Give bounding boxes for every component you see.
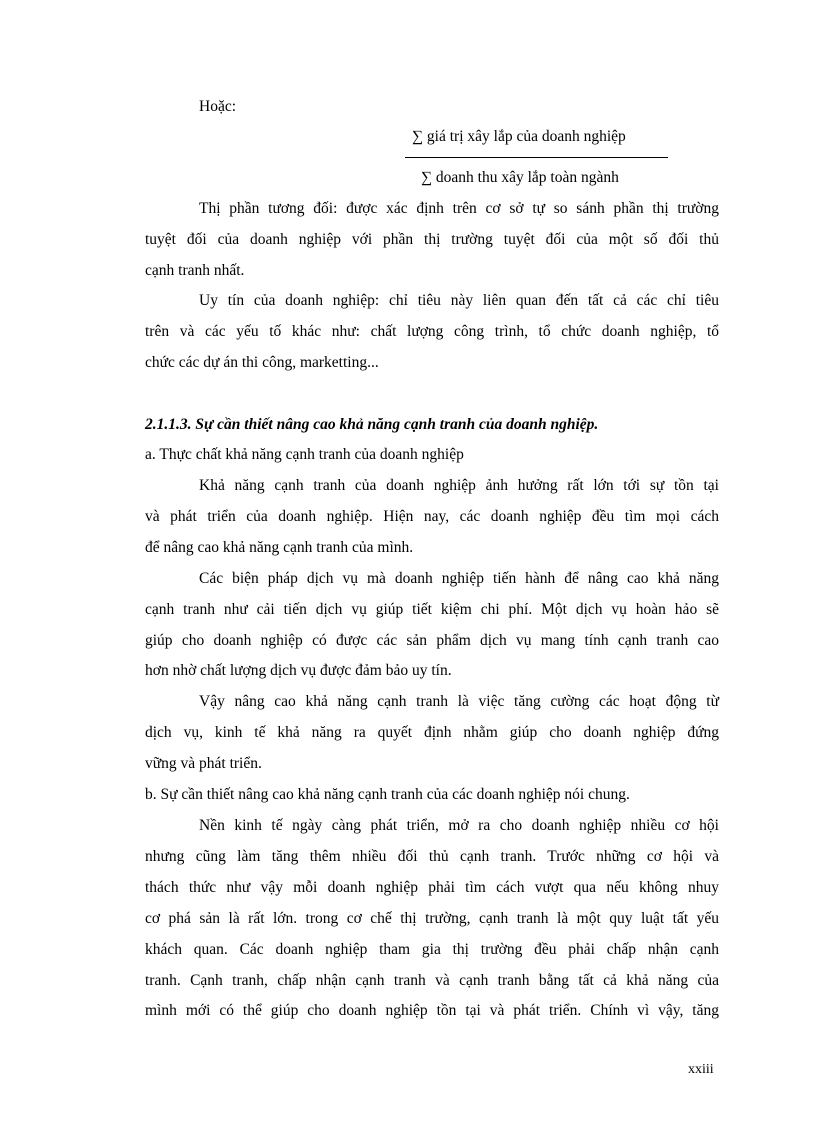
paragraph-line: cạnh tranh nhất. — [145, 262, 245, 279]
section-heading: 2.1.1.3. Sự cần thiết nâng cao khả năng cạnh tranh của doanh nghiệp. — [145, 416, 599, 433]
paragraph-line: dịch vụ, kinh tế khả năng ra quyết định nhằm giúp cho doanh nghiệp đứng — [145, 724, 719, 741]
subheading-b: b. Sự cần thiết nâng cao khả năng cạnh tranh của các doanh nghiệp nói chung. — [145, 786, 630, 803]
paragraph-line: và phát triển của doanh nghiệp. Hiện nay, các doanh nghiệp đều tìm mọi cách — [145, 508, 719, 525]
paragraph-line: tuyệt đối của doanh nghiệp với phần thị trường tuyệt đối của một số đối thủ — [145, 231, 719, 248]
formula-numerator: ∑ giá trị xây lắp của doanh nghiệp — [412, 128, 626, 145]
paragraph-line: Nền kinh tế ngày càng phát triển, mở ra cho doanh nghiệp nhiều cơ hội — [199, 817, 719, 834]
paragraph-line: khách quan. Các doanh nghiệp tham gia thị trường đều phải chấp nhận cạnh — [145, 941, 719, 958]
paragraph-line: để nâng cao khả năng cạnh tranh của mình. — [145, 539, 414, 556]
paragraph-line: chức các dự án thi công, marketting... — [145, 354, 379, 371]
fraction-bar — [405, 157, 668, 158]
paragraph-line: trên và các yếu tố khác như: chất lượng công trình, tổ chức doanh nghiệp, tổ — [145, 323, 719, 340]
paragraph-line: nhưng cũng làm tăng thêm nhiều đối thủ cạnh tranh. Trước những cơ hội và — [145, 848, 719, 865]
page-number: xxiii — [688, 1062, 714, 1077]
paragraph-line: mình mới có thể giúp cho doanh nghiệp tồn tại và phát triển. Chính vì vậy, tăng — [145, 1002, 719, 1019]
paragraph-line: giúp cho doanh nghiệp có được các sản phẩm dịch vụ mang tính cạnh tranh cao — [145, 632, 719, 649]
paragraph-line: Uy tín của doanh nghiệp: chỉ tiêu này liên quan đến tất cả các chỉ tiêu — [199, 292, 719, 309]
paragraph-line: cơ phá sản là rất lớn. trong cơ chế thị trường, cạnh tranh là một quy luật tất yếu — [145, 910, 719, 927]
paragraph-line: tranh. Cạnh tranh, chấp nhận cạnh tranh và cạnh tranh bằng tất cả khả năng của — [145, 972, 719, 989]
paragraph-line: hơn nhờ chất lượng dịch vụ được đảm bảo uy tín. — [145, 662, 452, 679]
paragraph-line: Khả năng cạnh tranh của doanh nghiệp ảnh hưởng rất lớn tới sự tồn tại — [199, 477, 719, 494]
paragraph-line: cạnh tranh như cải tiến dịch vụ giúp tiết kiệm chi phí. Một dịch vụ hoàn hảo sẽ — [145, 601, 719, 618]
formula-denominator: ∑ doanh thu xây lắp toàn ngành — [421, 169, 619, 186]
intro-text: Hoặc: — [199, 98, 237, 115]
paragraph-line: Thị phần tương đối: được xác định trên cơ sở tự so sánh phần thị trường — [199, 200, 719, 217]
paragraph-line: Vậy nâng cao khả năng cạnh tranh là việc tăng cường các hoạt động từ — [199, 693, 719, 710]
subheading-a: a. Thực chất khả năng cạnh tranh của doanh nghiệp — [145, 446, 464, 463]
paragraph-line: Các biện pháp dịch vụ mà doanh nghiệp tiến hành để nâng cao khả năng — [199, 570, 719, 587]
paragraph-line: thách thức như vậy mỗi doanh nghiệp phải tìm cách vượt qua nếu không nhuy — [145, 879, 719, 896]
paragraph-line: vững và phát triển. — [145, 755, 262, 772]
